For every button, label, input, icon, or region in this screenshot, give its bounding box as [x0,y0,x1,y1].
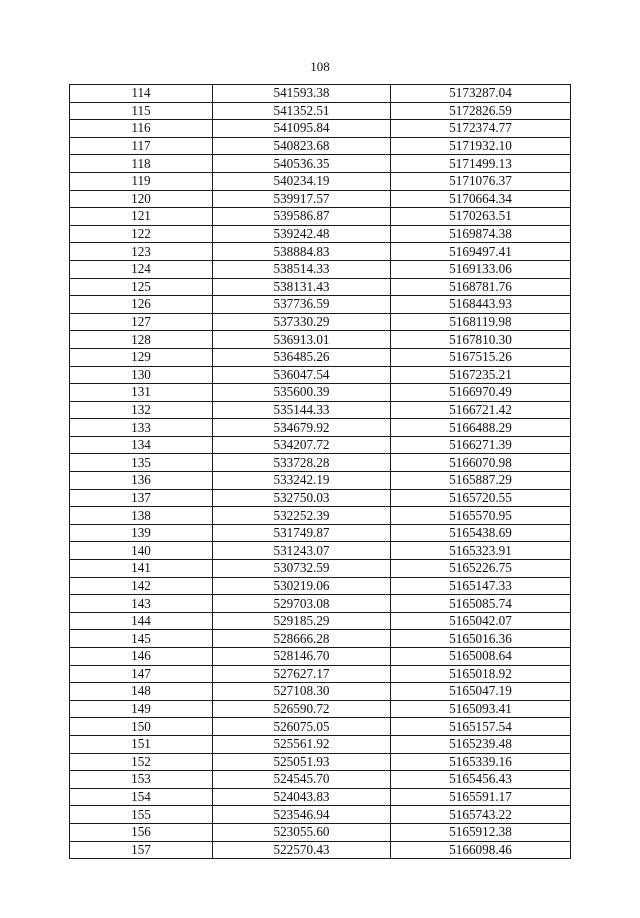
y-coordinate-cell: 5165323.91 [391,542,571,560]
y-coordinate-cell: 5165018.92 [391,665,571,683]
point-number-cell: 119 [70,172,213,190]
x-coordinate-cell: 526075.05 [213,718,391,736]
table-row [70,260,571,278]
y-coordinate-cell: 5170263.51 [391,208,571,226]
y-coordinate-cell: 5166070.98 [391,454,571,472]
x-coordinate-cell: 541352.51 [213,102,391,120]
table-row [70,102,571,120]
table-row [70,700,571,718]
point-number-cell: 152 [70,753,213,771]
table-row [70,771,571,789]
table-row [70,313,571,331]
x-coordinate-cell: 538131.43 [213,278,391,296]
y-coordinate-cell: 5165226.75 [391,560,571,578]
y-coordinate-cell: 5165042.07 [391,612,571,630]
table-row [70,137,571,155]
table-row [70,436,571,454]
x-coordinate-cell: 535600.39 [213,384,391,402]
point-number-cell: 129 [70,348,213,366]
y-coordinate-cell: 5171932.10 [391,137,571,155]
table-row [70,190,571,208]
x-coordinate-cell: 532750.03 [213,489,391,507]
point-number-cell: 153 [70,771,213,789]
point-number-cell: 124 [70,260,213,278]
x-coordinate-cell: 527108.30 [213,683,391,701]
y-coordinate-cell: 5165085.74 [391,595,571,613]
x-coordinate-cell: 526590.72 [213,700,391,718]
y-coordinate-cell: 5166271.39 [391,436,571,454]
y-coordinate-cell: 5166721.42 [391,401,571,419]
x-coordinate-cell: 530219.06 [213,577,391,595]
x-coordinate-cell: 537736.59 [213,296,391,314]
x-coordinate-cell: 529185.29 [213,612,391,630]
table-row [70,577,571,595]
x-coordinate-cell: 527627.17 [213,665,391,683]
point-number-cell: 139 [70,524,213,542]
y-coordinate-cell: 5172826.59 [391,102,571,120]
point-number-cell: 141 [70,560,213,578]
table-row [70,489,571,507]
point-number-cell: 157 [70,841,213,859]
x-coordinate-cell: 523055.60 [213,823,391,841]
point-number-cell: 156 [70,823,213,841]
y-coordinate-cell: 5171499.13 [391,155,571,173]
table-row [70,612,571,630]
x-coordinate-cell: 540536.35 [213,155,391,173]
point-number-cell: 144 [70,612,213,630]
y-coordinate-cell: 5169133.06 [391,260,571,278]
point-number-cell: 135 [70,454,213,472]
table-row [70,296,571,314]
x-coordinate-cell: 525561.92 [213,735,391,753]
x-coordinate-cell: 530732.59 [213,560,391,578]
y-coordinate-cell: 5165887.29 [391,472,571,490]
x-coordinate-cell: 532252.39 [213,507,391,525]
table-row [70,225,571,243]
table-row [70,735,571,753]
point-number-cell: 121 [70,208,213,226]
y-coordinate-cell: 5165456.43 [391,771,571,789]
point-number-cell: 120 [70,190,213,208]
point-number-cell: 149 [70,700,213,718]
y-coordinate-cell: 5167515.26 [391,348,571,366]
point-number-cell: 118 [70,155,213,173]
table-row [70,419,571,437]
point-number-cell: 114 [70,85,213,103]
y-coordinate-cell: 5165438.69 [391,524,571,542]
x-coordinate-cell: 534207.72 [213,436,391,454]
point-number-cell: 128 [70,331,213,349]
x-coordinate-cell: 540823.68 [213,137,391,155]
table-row [70,560,571,578]
table-row [70,85,571,103]
table-row [70,841,571,859]
table-row [70,630,571,648]
x-coordinate-cell: 531749.87 [213,524,391,542]
point-number-cell: 147 [70,665,213,683]
y-coordinate-cell: 5165591.17 [391,788,571,806]
x-coordinate-cell: 528666.28 [213,630,391,648]
page-number: 108 [310,59,330,74]
point-number-cell: 150 [70,718,213,736]
table-row [70,331,571,349]
point-number-cell: 127 [70,313,213,331]
y-coordinate-cell: 5166970.49 [391,384,571,402]
point-number-cell: 143 [70,595,213,613]
table-row [70,366,571,384]
x-coordinate-cell: 537330.29 [213,313,391,331]
y-coordinate-cell: 5169497.41 [391,243,571,261]
x-coordinate-cell: 524043.83 [213,788,391,806]
y-coordinate-cell: 5168781.76 [391,278,571,296]
point-number-cell: 123 [70,243,213,261]
point-number-cell: 154 [70,788,213,806]
table-row [70,648,571,666]
x-coordinate-cell: 538884.83 [213,243,391,261]
point-number-cell: 125 [70,278,213,296]
x-coordinate-cell: 541593.38 [213,85,391,103]
y-coordinate-cell: 5168119.98 [391,313,571,331]
table-row [70,278,571,296]
y-coordinate-cell: 5173287.04 [391,85,571,103]
table-row [70,472,571,490]
point-number-cell: 151 [70,735,213,753]
table-row [70,788,571,806]
y-coordinate-cell: 5165016.36 [391,630,571,648]
table-row [70,665,571,683]
table-row [70,507,571,525]
x-coordinate-cell: 531243.07 [213,542,391,560]
table-row [70,806,571,824]
table-row [70,155,571,173]
point-number-cell: 133 [70,419,213,437]
x-coordinate-cell: 529703.08 [213,595,391,613]
x-coordinate-cell: 522570.43 [213,841,391,859]
point-number-cell: 130 [70,366,213,384]
y-coordinate-cell: 5171076.37 [391,172,571,190]
y-coordinate-cell: 5166488.29 [391,419,571,437]
x-coordinate-cell: 534679.92 [213,419,391,437]
point-number-cell: 137 [70,489,213,507]
y-coordinate-cell: 5165147.33 [391,577,571,595]
point-number-cell: 115 [70,102,213,120]
point-number-cell: 122 [70,225,213,243]
table-body [70,85,571,859]
point-number-cell: 126 [70,296,213,314]
x-coordinate-cell: 536913.01 [213,331,391,349]
x-coordinate-cell: 538514.33 [213,260,391,278]
y-coordinate-cell: 5167810.30 [391,331,571,349]
table-row [70,243,571,261]
x-coordinate-cell: 536485.26 [213,348,391,366]
y-coordinate-cell: 5165743.22 [391,806,571,824]
table-row [70,823,571,841]
y-coordinate-cell: 5165570.95 [391,507,571,525]
table-row [70,120,571,138]
x-coordinate-cell: 535144.33 [213,401,391,419]
table-row [70,753,571,771]
table-row [70,401,571,419]
y-coordinate-cell: 5165008.64 [391,648,571,666]
point-number-cell: 132 [70,401,213,419]
point-number-cell: 136 [70,472,213,490]
y-coordinate-cell: 5167235.21 [391,366,571,384]
x-coordinate-cell: 540234.19 [213,172,391,190]
y-coordinate-cell: 5169874.38 [391,225,571,243]
x-coordinate-cell: 533242.19 [213,472,391,490]
point-number-cell: 138 [70,507,213,525]
point-number-cell: 155 [70,806,213,824]
x-coordinate-cell: 525051.93 [213,753,391,771]
table-row [70,172,571,190]
table-row [70,718,571,736]
point-number-cell: 145 [70,630,213,648]
point-number-cell: 148 [70,683,213,701]
point-number-cell: 142 [70,577,213,595]
x-coordinate-cell: 539917.57 [213,190,391,208]
y-coordinate-cell: 5165720.55 [391,489,571,507]
table-row [70,542,571,560]
point-number-cell: 134 [70,436,213,454]
point-number-cell: 140 [70,542,213,560]
point-number-cell: 146 [70,648,213,666]
x-coordinate-cell: 524545.70 [213,771,391,789]
y-coordinate-cell: 5165239.48 [391,735,571,753]
y-coordinate-cell: 5168443.93 [391,296,571,314]
y-coordinate-cell: 5165339.16 [391,753,571,771]
point-number-cell: 116 [70,120,213,138]
table-row [70,524,571,542]
x-coordinate-cell: 533728.28 [213,454,391,472]
table-row [70,595,571,613]
table-row [70,348,571,366]
y-coordinate-cell: 5165157.54 [391,718,571,736]
x-coordinate-cell: 523546.94 [213,806,391,824]
y-coordinate-cell: 5165047.19 [391,683,571,701]
point-number-cell: 131 [70,384,213,402]
x-coordinate-cell: 539586.87 [213,208,391,226]
y-coordinate-cell: 5170664.34 [391,190,571,208]
point-number-cell: 117 [70,137,213,155]
y-coordinate-cell: 5166098.46 [391,841,571,859]
y-coordinate-cell: 5172374.77 [391,120,571,138]
table-row [70,384,571,402]
x-coordinate-cell: 539242.48 [213,225,391,243]
table-row [70,454,571,472]
x-coordinate-cell: 541095.84 [213,120,391,138]
y-coordinate-cell: 5165912.38 [391,823,571,841]
x-coordinate-cell: 536047.54 [213,366,391,384]
x-coordinate-cell: 528146.70 [213,648,391,666]
table-row [70,208,571,226]
coordinate-table [69,84,571,859]
y-coordinate-cell: 5165093.41 [391,700,571,718]
table-row [70,683,571,701]
